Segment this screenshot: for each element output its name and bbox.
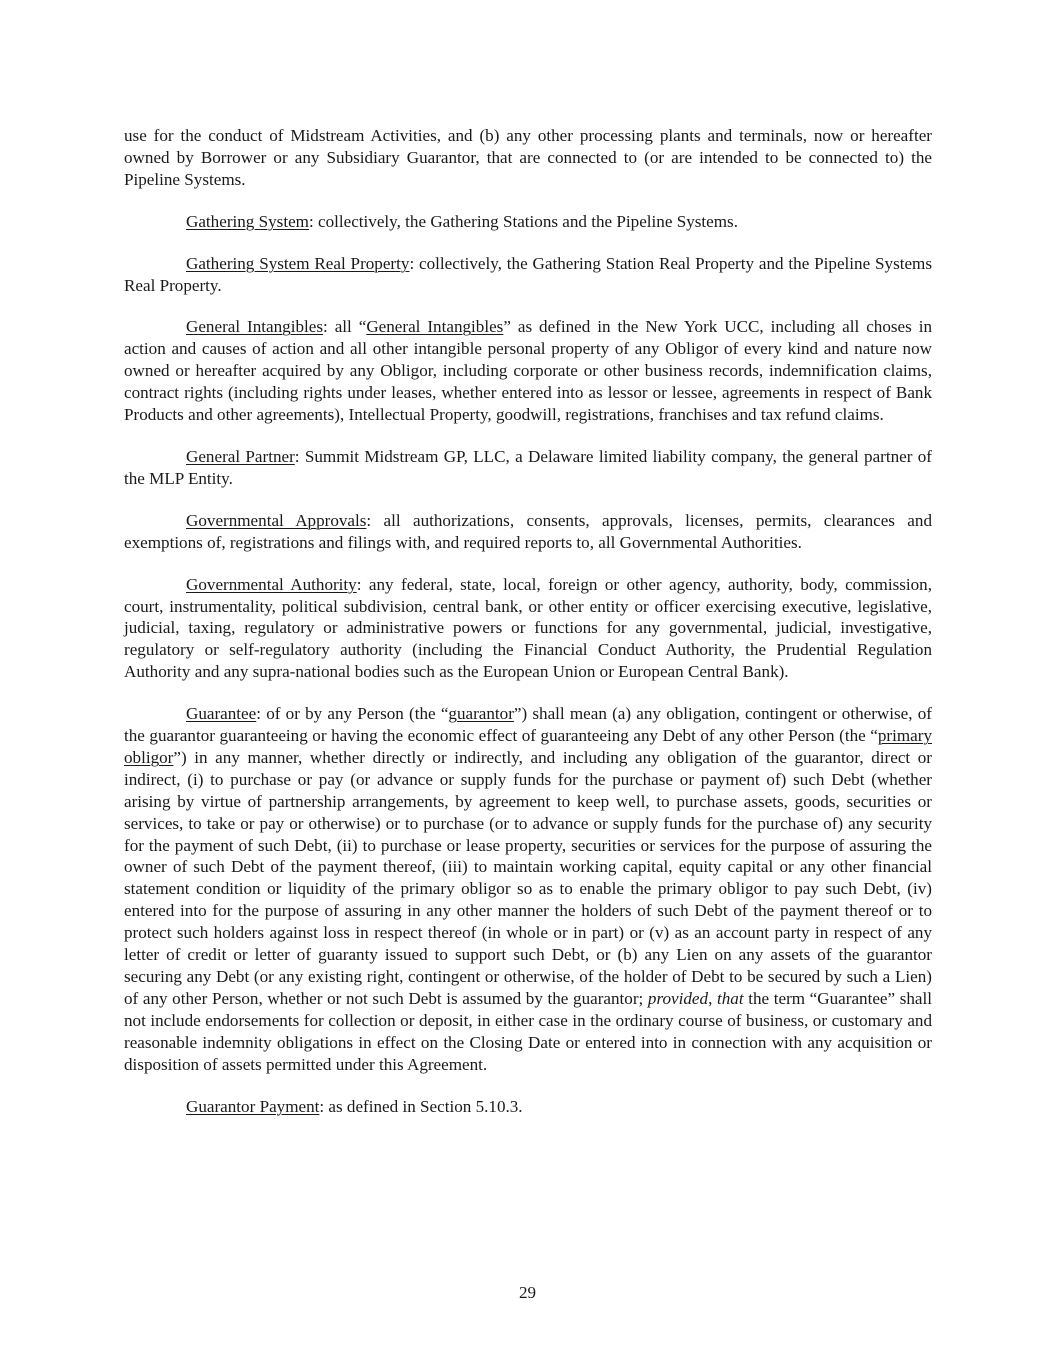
quoted-term-primary-obligor: primary obligor xyxy=(124,726,932,767)
definition-text: , xyxy=(708,988,717,1008)
defined-term: Governmental Authority xyxy=(186,574,357,594)
definition-continuation xyxy=(124,125,932,191)
defined-term: Governmental Approvals xyxy=(186,510,367,530)
definition-text: ” as defined in the New York UCC, including all choses in action and causes of action and all other intangible personal property of any Obligor of every kind and nature now owned or hereafter acquired by any Obligor, including corporate or other business records, indemnification claims, contract rights (including rights under leases, whether entered into as lessor or lessee, agreements in respect of Bank Products and other agreements), Intellectual Property, goodwill, registrations, franchises and tax refund claims. xyxy=(124,317,933,425)
definition-text: : any federal, state, local, foreign or other agency, authority, body, commission, court, instrumentality, political subdivision, central bank, or other entity or officer exercising executive, legislative, judicial, taxing, regulatory or administrative powers or functions for any governmental, judicial, investigative, regulatory or self-regulatory authority (including the Financial Conduct Authority, the Prudential Regulation Authority and any supra-national bodies such as the European Union or European Central Bank). xyxy=(124,574,932,682)
italic-that: that xyxy=(716,988,744,1008)
definition-general-partner xyxy=(124,446,932,490)
defined-term: Gathering System xyxy=(186,211,309,231)
definition-text: : all “ xyxy=(323,317,367,337)
definition-gathering-system xyxy=(124,211,932,233)
defined-term: General Partner xyxy=(186,446,295,466)
definition-text: : collectively, the Gathering Station Real Property and the Pipeline Systems Real Property. xyxy=(124,253,933,295)
definition-guarantor-payment xyxy=(124,1096,932,1118)
definition-text: : collectively, the Gathering Stations and the Pipeline Systems. xyxy=(308,211,738,231)
definition-text: ”) shall mean (a) any obligation, contingent or otherwise, of the guarantor guaranteeing or having the economic effect of guaranteeing any Debt of any other Person (the “ xyxy=(124,704,932,746)
definition-text: : Summit Midstream GP, LLC, a Delaware limited liability company, the general partner of the MLP Entity. xyxy=(124,446,932,488)
continuation-text: use for the conduct of Midstream Activities, and (b) any other processing plants and terminals, now or hereafter owned by Borrower or any Subsidiary Guarantor, that are connected to (or are intended to be connected to) the Pipeline Systems. xyxy=(124,126,932,189)
defined-term: Gathering System Real Property xyxy=(186,253,410,273)
defined-term: Guarantor Payment xyxy=(186,1096,320,1116)
definition-text: : all authorizations, consents, approvals, licenses, permits, clearances and exemptions of, registrations and filings with, and required reports to, all Governmental Authorities. xyxy=(124,510,932,552)
document-page xyxy=(124,125,932,1137)
definition-general-intangibles xyxy=(124,316,932,426)
definition-guarantee xyxy=(124,703,932,1075)
definition-text: : of or by any Person (the “ xyxy=(256,704,449,724)
definition-governmental-approvals xyxy=(124,510,932,554)
italic-provided: provided xyxy=(647,988,709,1008)
page-number: 29 xyxy=(518,1283,537,1302)
quoted-term: General Intangibles xyxy=(366,317,504,337)
defined-term: General Intangibles xyxy=(186,317,323,337)
definition-text: : as defined in Section 5.10.3. xyxy=(319,1096,523,1116)
definition-gathering-system-real-property xyxy=(124,253,932,297)
definition-governmental-authority xyxy=(124,574,932,684)
quoted-term-guarantor: guarantor xyxy=(448,704,514,724)
definition-text: the term “Guarantee” shall not include endorsements for collection or deposit, in either case in the ordinary course of business, or customary and reasonable indemnity obligations in effect on the Closing Date or entered into in connection with any acquisition or disposition of assets permitted under this Agreement. xyxy=(124,988,933,1074)
defined-term: Guarantee xyxy=(186,704,257,724)
definition-text: ”) in any manner, whether directly or indirectly, and including any obligation of the guarantor, direct or indirect, (i) to purchase or pay (or advance or supply funds for the purchase or payment of) such Debt (whether arising by virtue of partnership arrangements, by agreement to keep well, to purchase assets, goods, securities or services, to take or pay or otherwise) or to purchase (or to advance or supply funds for the purchase of) any security for the payment of such Debt, (ii) to purchase or lease property, securities or services for the purpose of assuring the owner of such Debt of the payment thereof, (iii) to maintain working capital, equity capital or any other financial statement condition or liquidity of the primary obligor so as to enable the primary obligor to pay such Debt, (iv) entered into for the purpose of assuring in any other manner the holders of such Debt of the payment thereof or to protect such holders against loss in respect thereof (in whole or in part) or (v) as an account party in respect of any letter of credit or letter of guaranty issued to support such Debt, or (b) any Lien on any assets of the guarantor securing any Debt (or any existing right, contingent or otherwise, of the holder of Debt to be secured by such a Lien) of any other Person, whether or not such Debt is assumed by the guarantor; xyxy=(124,747,932,1008)
